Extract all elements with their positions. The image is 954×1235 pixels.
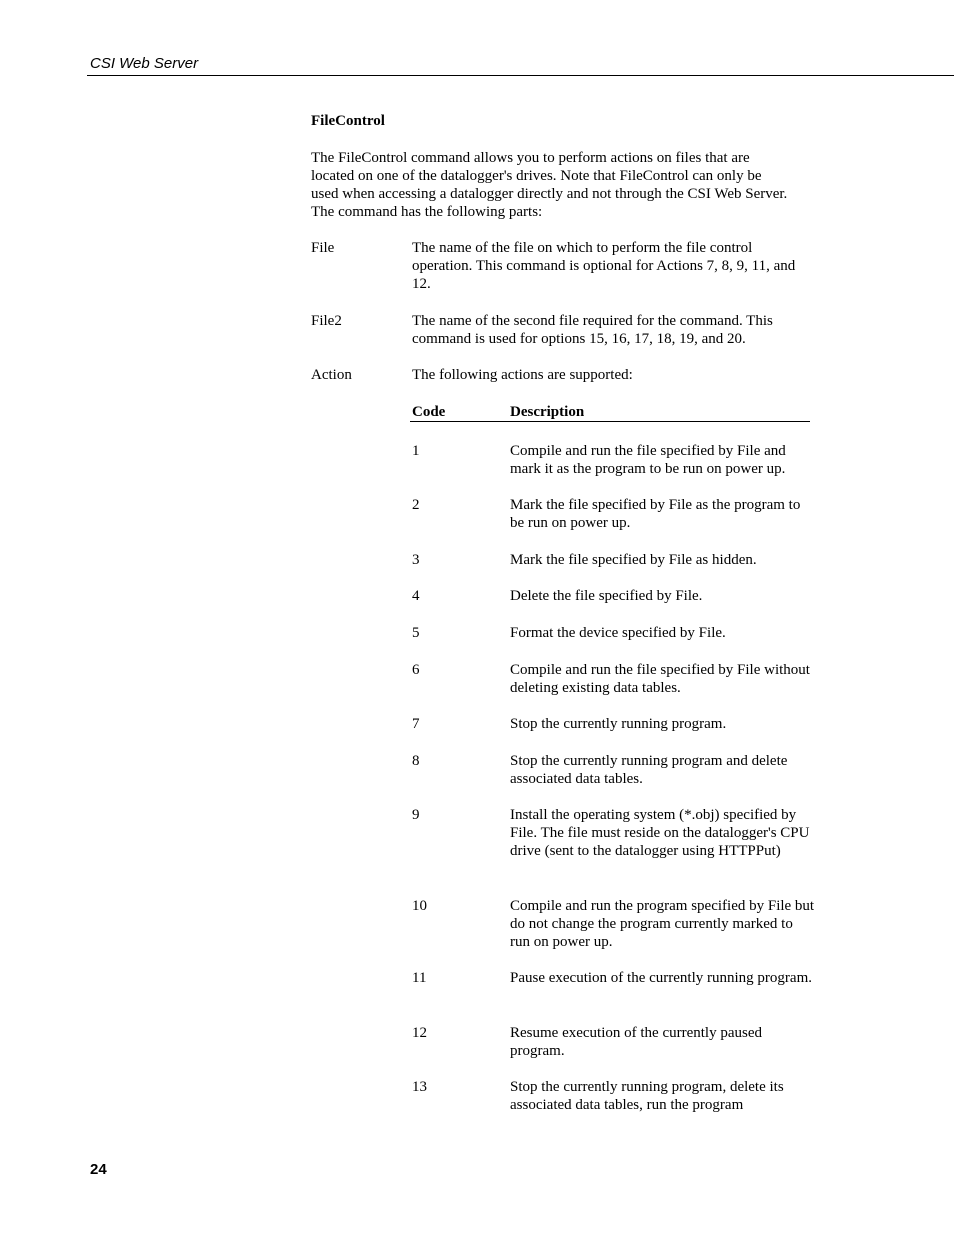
param-desc-action: The following actions are supported: bbox=[412, 367, 633, 383]
param-term-file2: File2 bbox=[311, 313, 342, 329]
param-term-file: File bbox=[311, 240, 335, 256]
action-description: Resume execution of the currently paused program. bbox=[510, 1025, 762, 1059]
table-header-description: Description bbox=[510, 404, 585, 420]
action-code: 10 bbox=[412, 898, 427, 914]
action-code: 8 bbox=[412, 753, 420, 769]
action-code: 3 bbox=[412, 552, 420, 568]
action-description: Format the device specified by File. bbox=[510, 625, 726, 641]
action-code: 1 bbox=[412, 443, 420, 459]
param-term-action: Action bbox=[311, 367, 352, 383]
page-number: 24 bbox=[90, 1161, 107, 1178]
action-code: 4 bbox=[412, 588, 420, 604]
section-heading: FileControl bbox=[311, 113, 385, 129]
action-description: Compile and run the file specified by File and mark it as the program to be run on power up. bbox=[510, 443, 786, 477]
action-description: Compile and run the program specified by File but do not change the program currently marked to run on power up. bbox=[510, 898, 815, 950]
intro-paragraph: The FileControl command allows you to perform actions on files that are located on one of the datalogger's drives. Note that FileControl can only be used when accessing a datalogger directly and not through the CSI Web Server. The command has the following parts: bbox=[311, 150, 788, 220]
action-description: Stop the currently running program. bbox=[510, 716, 727, 732]
action-description: Mark the file specified by File as hidden. bbox=[510, 552, 757, 568]
table-header-rule bbox=[410, 421, 810, 422]
action-description: Mark the file specified by File as the program to be run on power up. bbox=[510, 497, 801, 531]
action-code: 13 bbox=[412, 1079, 427, 1095]
action-description: Compile and run the file specified by File without deleting existing data tables. bbox=[510, 662, 810, 696]
action-code: 6 bbox=[412, 662, 420, 678]
action-code: 9 bbox=[412, 807, 420, 823]
action-description: Delete the file specified by File. bbox=[510, 588, 703, 604]
action-code: 5 bbox=[412, 625, 420, 641]
action-description: Install the operating system (*.obj) specified by File. The file must reside on the datalogger's CPU drive (sent to the datalogger using HTTPPut) bbox=[510, 807, 810, 859]
table-header-code: Code bbox=[412, 404, 446, 420]
running-header-title: CSI Web Server bbox=[90, 55, 199, 72]
param-desc-file: The name of the file on which to perform the file control operation. This command is optional for Actions 7, 8, 9, 11, and 12. bbox=[412, 240, 796, 292]
action-description: Stop the currently running program and delete associated data tables. bbox=[510, 753, 788, 787]
action-description: Stop the currently running program, delete its associated data tables, run the program bbox=[510, 1079, 784, 1113]
action-description: Pause execution of the currently running program. bbox=[510, 970, 812, 986]
param-desc-file2: The name of the second file required for the command. This command is used for options 15, 16, 17, 18, 19, and 20. bbox=[412, 313, 773, 347]
action-code: 12 bbox=[412, 1025, 427, 1041]
header-divider bbox=[87, 75, 954, 76]
action-code: 2 bbox=[412, 497, 420, 513]
action-code: 11 bbox=[412, 970, 427, 986]
action-code: 7 bbox=[412, 716, 420, 732]
